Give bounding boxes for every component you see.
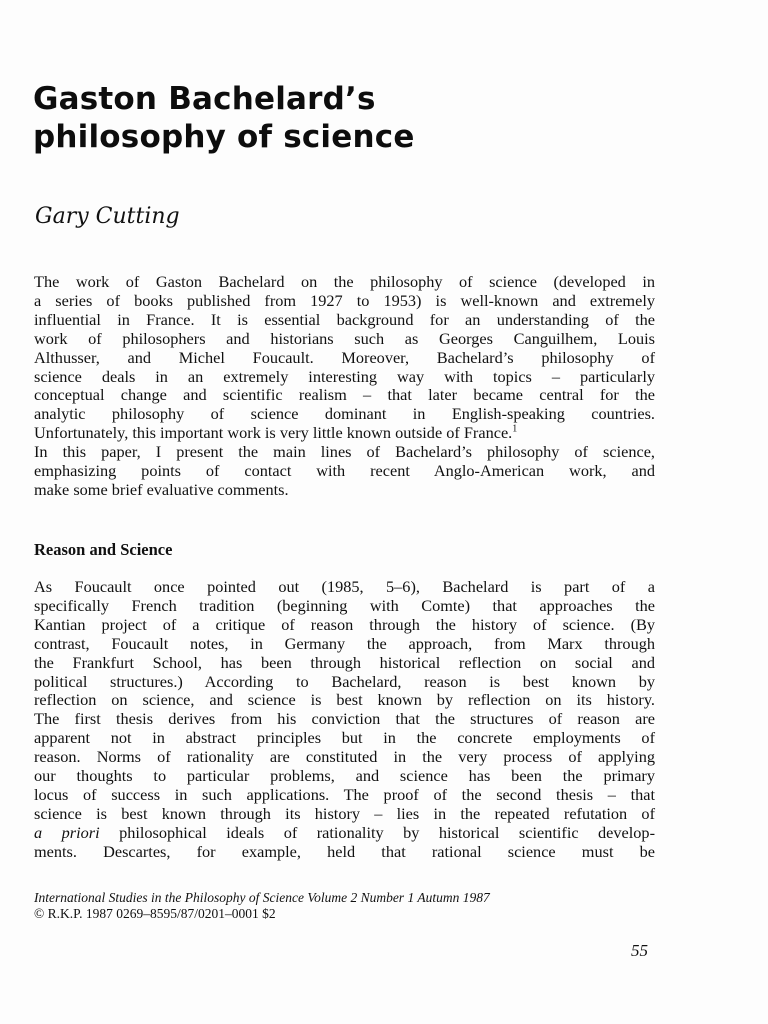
section-line: reason. Norms of rationality are constituted in the very process of applying — [34, 747, 655, 767]
section-line: locus of success in such applications. The proof of the second thesis – that — [34, 784, 655, 804]
intro-paragraph — [34, 273, 655, 500]
section-line: As Foucault once pointed out (1985, 5–6), Bachelard is part of a — [34, 577, 655, 596]
section-line: ments. Descartes, for example, held that rational science must be — [34, 841, 655, 861]
intro-line: work of philosophers and historians such as Georges Canguilhem, Louis — [34, 328, 655, 348]
section-line: the Frankfurt School, has been through historical reflection on social and — [34, 652, 655, 672]
article-author: Gary Cutting — [35, 204, 180, 229]
intro-line: conceptual change and scientific realism – that later became central for the — [34, 385, 655, 405]
intro-line: analytic philosophy of science dominant in English-speaking countries. — [34, 404, 655, 424]
italic-term: a priori — [34, 822, 100, 842]
section-line: apparent not in abstract principles but in the concrete employments of — [34, 728, 655, 748]
page-number: 55 — [631, 941, 648, 960]
article-title-line-2: philosophy of science — [33, 119, 415, 155]
section-line: contrast, Foucault notes, in Germany the approach, from Marx through — [34, 633, 655, 653]
intro-line: emphasizing points of contact with recent Anglo-American work, and — [34, 461, 655, 481]
section-line-with-italic — [34, 824, 655, 843]
article-title — [33, 80, 673, 156]
intro-line: science deals in an extremely interesting way with topics – particularly — [34, 366, 655, 386]
section-heading: Reason and Science — [34, 540, 173, 559]
journal-citation: International Studies in the Philosophy of Science Volume 2 Number 1 Autumn 1987 — [34, 890, 490, 905]
section-line: reflection on science, and science is best known by reflection on its history. — [34, 690, 655, 710]
section-line: science is best known through its history – lies in the repeated refutation of — [34, 803, 655, 823]
intro-line: Althusser, and Michel Foucault. Moreover, Bachelard’s philosophy of — [34, 347, 655, 367]
footnote-marker[interactable]: 1 — [512, 423, 518, 435]
intro-line-with-footnote — [34, 424, 655, 443]
section-line: specifically French tradition (beginning with Comte) that approaches the — [34, 595, 655, 615]
intro-line: a series of books published from 1927 to 1953) is well-known and extremely — [34, 290, 655, 310]
intro-line: In this paper, I present the main lines of Bachelard’s philosophy of science, — [34, 442, 655, 462]
section-paragraph — [34, 578, 655, 862]
journal-footer — [34, 890, 490, 922]
intro-line: The work of Gaston Bachelard on the philosophy of science (developed in — [34, 272, 655, 291]
article-title-line-1: Gaston Bachelard’s — [33, 81, 376, 117]
section-line: our thoughts to particular problems, and science has been the primary — [34, 766, 655, 786]
intro-line-text: Unfortunately, this important work is very little known outside of France. — [34, 423, 513, 443]
section-line: Kantian project of a critique of reason through the history of science. (By — [34, 614, 655, 634]
section-line-text: philosophical ideals of rationality by historical scientific develop- — [119, 822, 655, 842]
section-line: political structures.) According to Bachelard, reason is best known by — [34, 671, 655, 691]
section-line: The first thesis derives from his conviction that the structures of reason are — [34, 709, 655, 729]
intro-line: influential in France. It is essential background for an understanding of the — [34, 309, 655, 329]
intro-line: make some brief evaluative comments. — [34, 479, 289, 499]
copyright-line: © R.K.P. 1987 0269–8595/87/0201–0001 $2 — [34, 906, 276, 921]
